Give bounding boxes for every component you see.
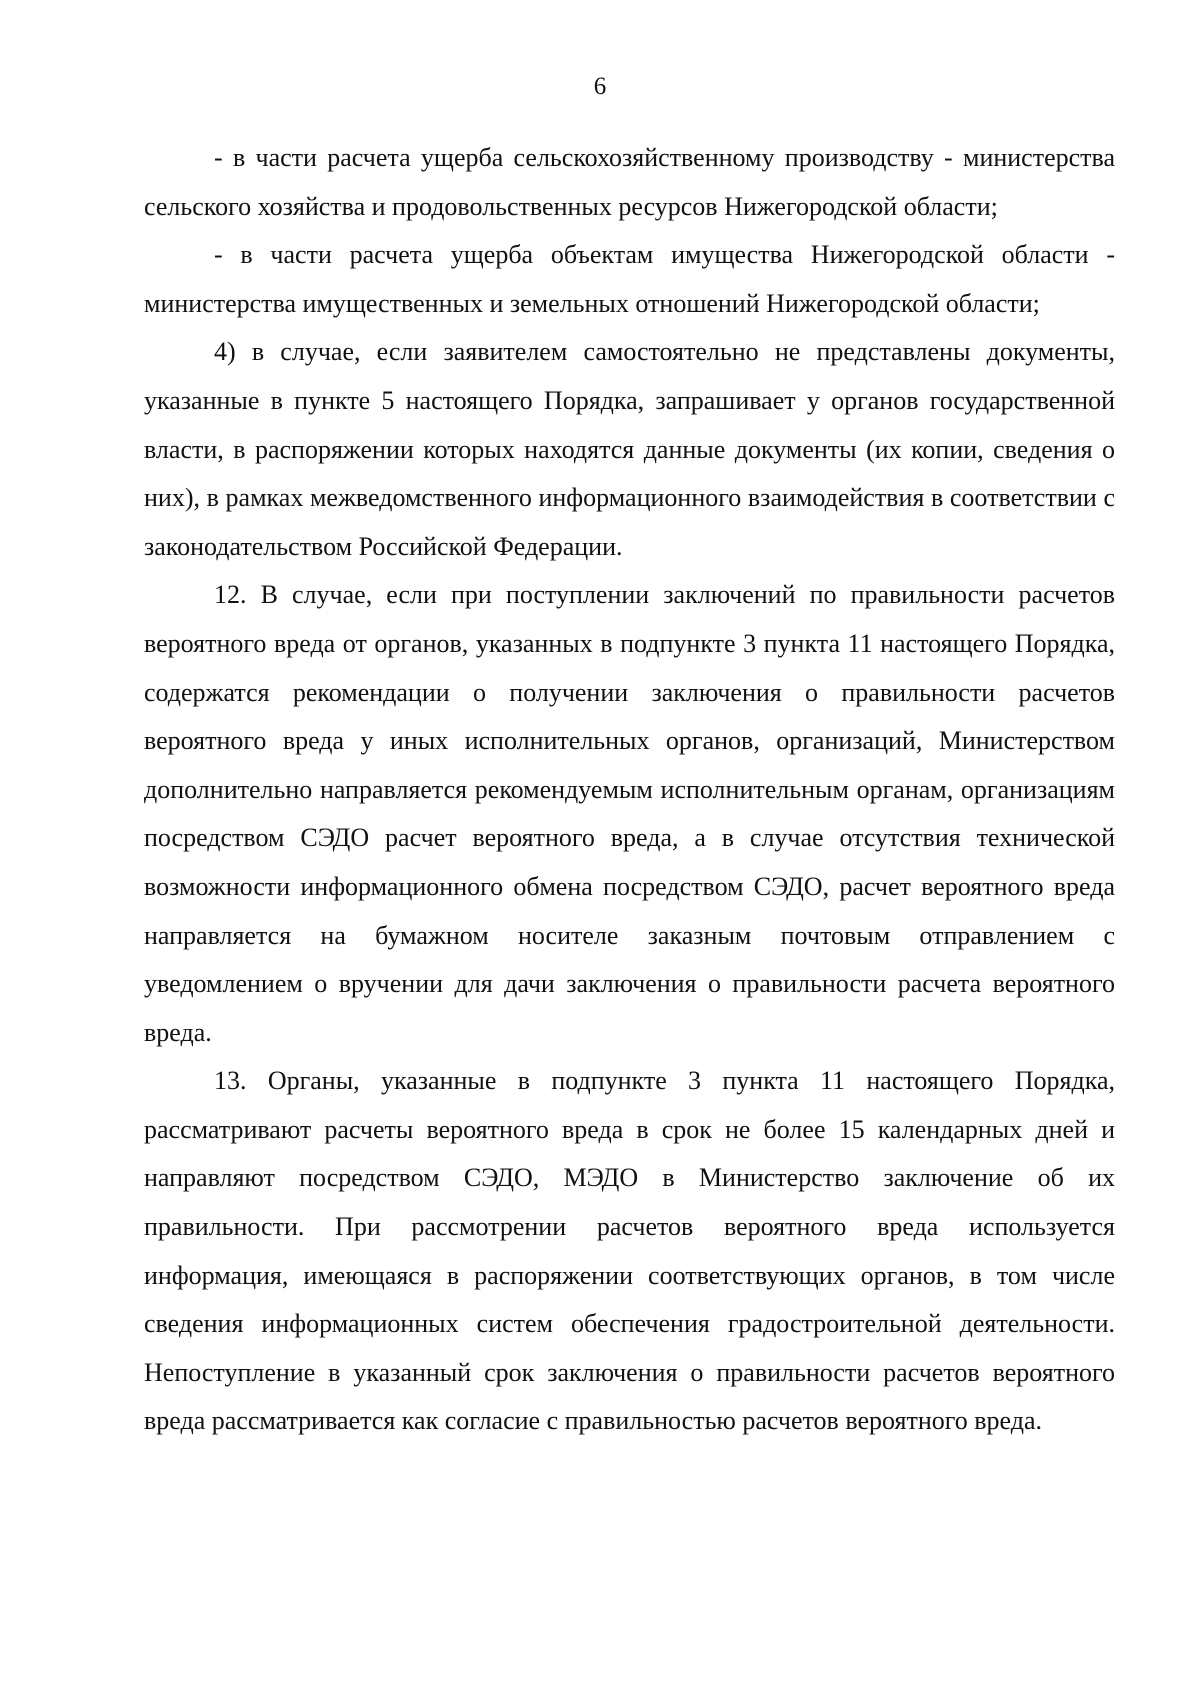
page-number: 6 xyxy=(593,73,607,100)
paragraph-property-damage: - в части расчета ущерба объектам имущества Нижегородской области - министерства имущественных и земельных отношений Нижегородской области; xyxy=(144,240,1115,318)
paragraph-agriculture-damage: - в части расчета ущерба сельскохозяйственному производству - министерства сельского хозяйства и продовольственных ресурсов Нижегородской области; xyxy=(144,143,1115,221)
paragraph-item-4-requests: 4) в случае, если заявителем самостоятельно не представлены документы, указанные в пункте 5 настоящего Порядка, запрашивает у органов государственной власти, в распоряжении которых находятся данные документы (их копии, сведения о них), в рамках межведомственного информационного взаимодействия в соответствии с законодательством Российской Федерации. xyxy=(144,337,1115,561)
paragraph-section-13: 13. Органы, указанные в подпункте 3 пункта 11 настоящего Порядка, рассматривают расчеты вероятного вреда в срок не более 15 календарных дней и направляют посредством СЭДО, МЭДО в Министерство заключение об их правильности. При рассмотрении расчетов вероятного вреда используется информация, имеющаяся в распоряжении соответствующих органов, в том числе сведения информационных систем обеспечения градостроительной деятельности. Непоступление в указанный срок заключения о правильности расчетов вероятного вреда рассматривается как согласие с правильностью расчетов вероятного вреда. xyxy=(144,1066,1115,1436)
document-body xyxy=(144,134,1115,1446)
paragraph-section-12: 12. В случае, если при поступлении заключений по правильности расчетов вероятного вреда от органов, указанных в подпункте 3 пункта 11 настоящего Порядка, содержатся рекомендации о получении заключения о правильности расчетов вероятного вреда у иных исполнительных органов, организаций, Министерством дополнительно направляется рекомендуемым исполнительным органам, организациям посредством СЭДО расчет вероятного вреда, а в случае отсутствия технической возможности информационного обмена посредством СЭДО, расчет вероятного вреда направляется на бумажном носителе заказным почтовым отправлением с уведомлением о вручении для дачи заключения о правильности расчета вероятного вреда. xyxy=(144,580,1115,1047)
